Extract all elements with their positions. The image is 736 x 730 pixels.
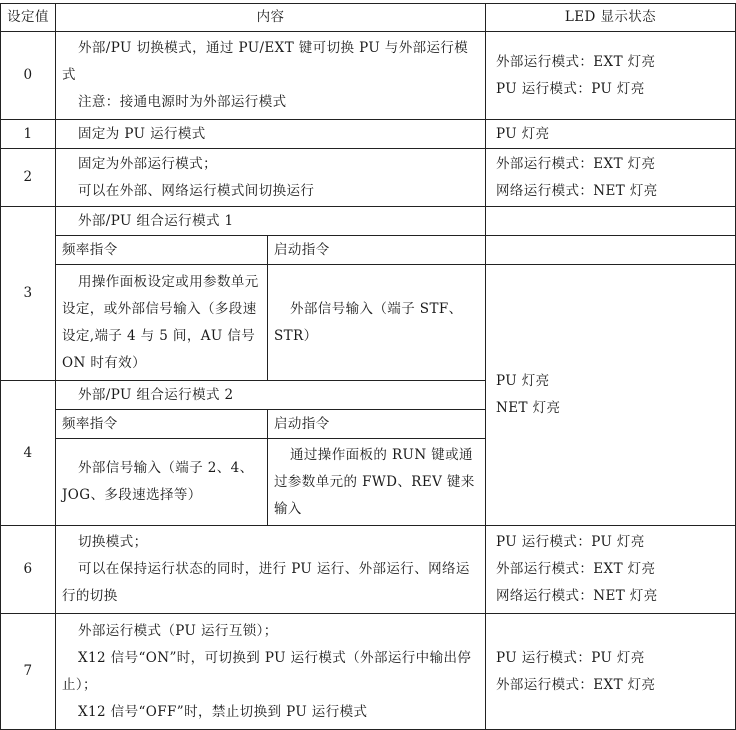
combo-mode-title: 外部/PU 组合运行模式 1 xyxy=(56,207,486,236)
led-line: 网络运行模式：NET 灯亮 xyxy=(496,588,658,604)
led-line: 外部运行模式：EXT 灯亮 xyxy=(496,676,656,693)
table-row xyxy=(1,149,736,207)
header-row xyxy=(1,4,736,32)
led-line: PU 运行模式：PU 灯亮 xyxy=(496,80,645,97)
led-status xyxy=(486,149,736,207)
frequency-command-label: 频率指令 xyxy=(56,410,268,439)
operation-mode-table xyxy=(0,3,736,730)
description-line: 固定为外部运行模式； xyxy=(78,155,217,172)
description-line: 注意：接通电源时为外部运行模式 xyxy=(78,94,287,110)
table-row xyxy=(1,207,736,236)
mode-description xyxy=(56,32,486,120)
led-line: PU 运行模式：PU 灯亮 xyxy=(496,649,645,666)
frequency-command: 外部信号输入（端子 2、4、JOG、多段速选择等） xyxy=(56,439,268,526)
led-line: PU 灯亮 xyxy=(496,125,550,142)
description-line: 可以在保持运行状态的同时，进行 PU 运行、外部运行、网络运行的切换 xyxy=(62,561,470,604)
setting-value: 0 xyxy=(1,32,56,120)
setting-value: 6 xyxy=(1,526,56,614)
led-status xyxy=(486,120,736,149)
description-line: 切换模式； xyxy=(78,534,148,550)
combined-led-status xyxy=(486,265,736,526)
start-command-label: 启动指令 xyxy=(268,410,486,439)
led-status xyxy=(486,32,736,120)
frequency-command-label: 频率指令 xyxy=(56,236,268,265)
combo-mode-title: 外部/PU 组合运行模式 2 xyxy=(56,381,486,410)
led-line: 外部运行模式：EXT 灯亮 xyxy=(496,53,656,70)
led-line: 外部运行模式：EXT 灯亮 xyxy=(496,155,656,172)
led-line: 网络运行模式：NET 灯亮 xyxy=(496,182,658,199)
description-line: 外部运行模式（PU 运行互锁）； xyxy=(78,622,278,639)
setting-value: 3 xyxy=(1,207,56,381)
description-line: X12 信号“OFF”时，禁止切换到 PU 运行模式 xyxy=(78,703,368,720)
led-status-empty xyxy=(486,236,736,265)
mode-description xyxy=(56,614,486,730)
led-status xyxy=(486,526,736,614)
table-row xyxy=(1,32,736,120)
start-command-label: 启动指令 xyxy=(268,236,486,265)
led-line: PU 灯亮 xyxy=(496,373,550,389)
led-line: PU 运行模式：PU 灯亮 xyxy=(496,534,645,550)
table-row xyxy=(1,526,736,614)
mode-description xyxy=(56,120,486,149)
header-led: LED 显示状态 xyxy=(486,4,736,32)
description-line: 固定为 PU 运行模式 xyxy=(78,125,206,142)
setting-value: 1 xyxy=(1,120,56,149)
start-command: 外部信号输入（端子 STF、STR） xyxy=(268,265,486,381)
table-row xyxy=(1,236,736,265)
table-row xyxy=(1,614,736,730)
description-line: 外部/PU 切换模式，通过 PU/EXT 键可切换 PU 与外部运行模式 xyxy=(62,40,469,83)
frequency-command: 用操作面板设定或用参数单元设定，或外部信号输入（多段速设定,端子 4 与 5 间，AU 信号 ON 时有效） xyxy=(56,265,268,381)
setting-value: 4 xyxy=(1,381,56,526)
led-status xyxy=(486,614,736,730)
description-line: 可以在外部、网络运行模式间切换运行 xyxy=(78,182,315,199)
start-command: 通过操作面板的 RUN 键或通过参数单元的 FWD、REV 键来输入 xyxy=(268,439,486,526)
description-line: X12 信号“ON”时，可切换到 PU 运行模式（外部运行中输出停止）； xyxy=(62,649,472,693)
led-status-empty xyxy=(486,207,736,236)
led-line: NET 灯亮 xyxy=(496,400,561,416)
mode-description xyxy=(56,149,486,207)
header-value: 设定值 xyxy=(1,4,56,32)
table-row xyxy=(1,265,736,381)
led-line: 外部运行模式：EXT 灯亮 xyxy=(496,561,656,577)
header-content: 内容 xyxy=(56,4,486,32)
table-row xyxy=(1,120,736,149)
setting-value: 2 xyxy=(1,149,56,207)
mode-description xyxy=(56,526,486,614)
setting-value: 7 xyxy=(1,614,56,730)
